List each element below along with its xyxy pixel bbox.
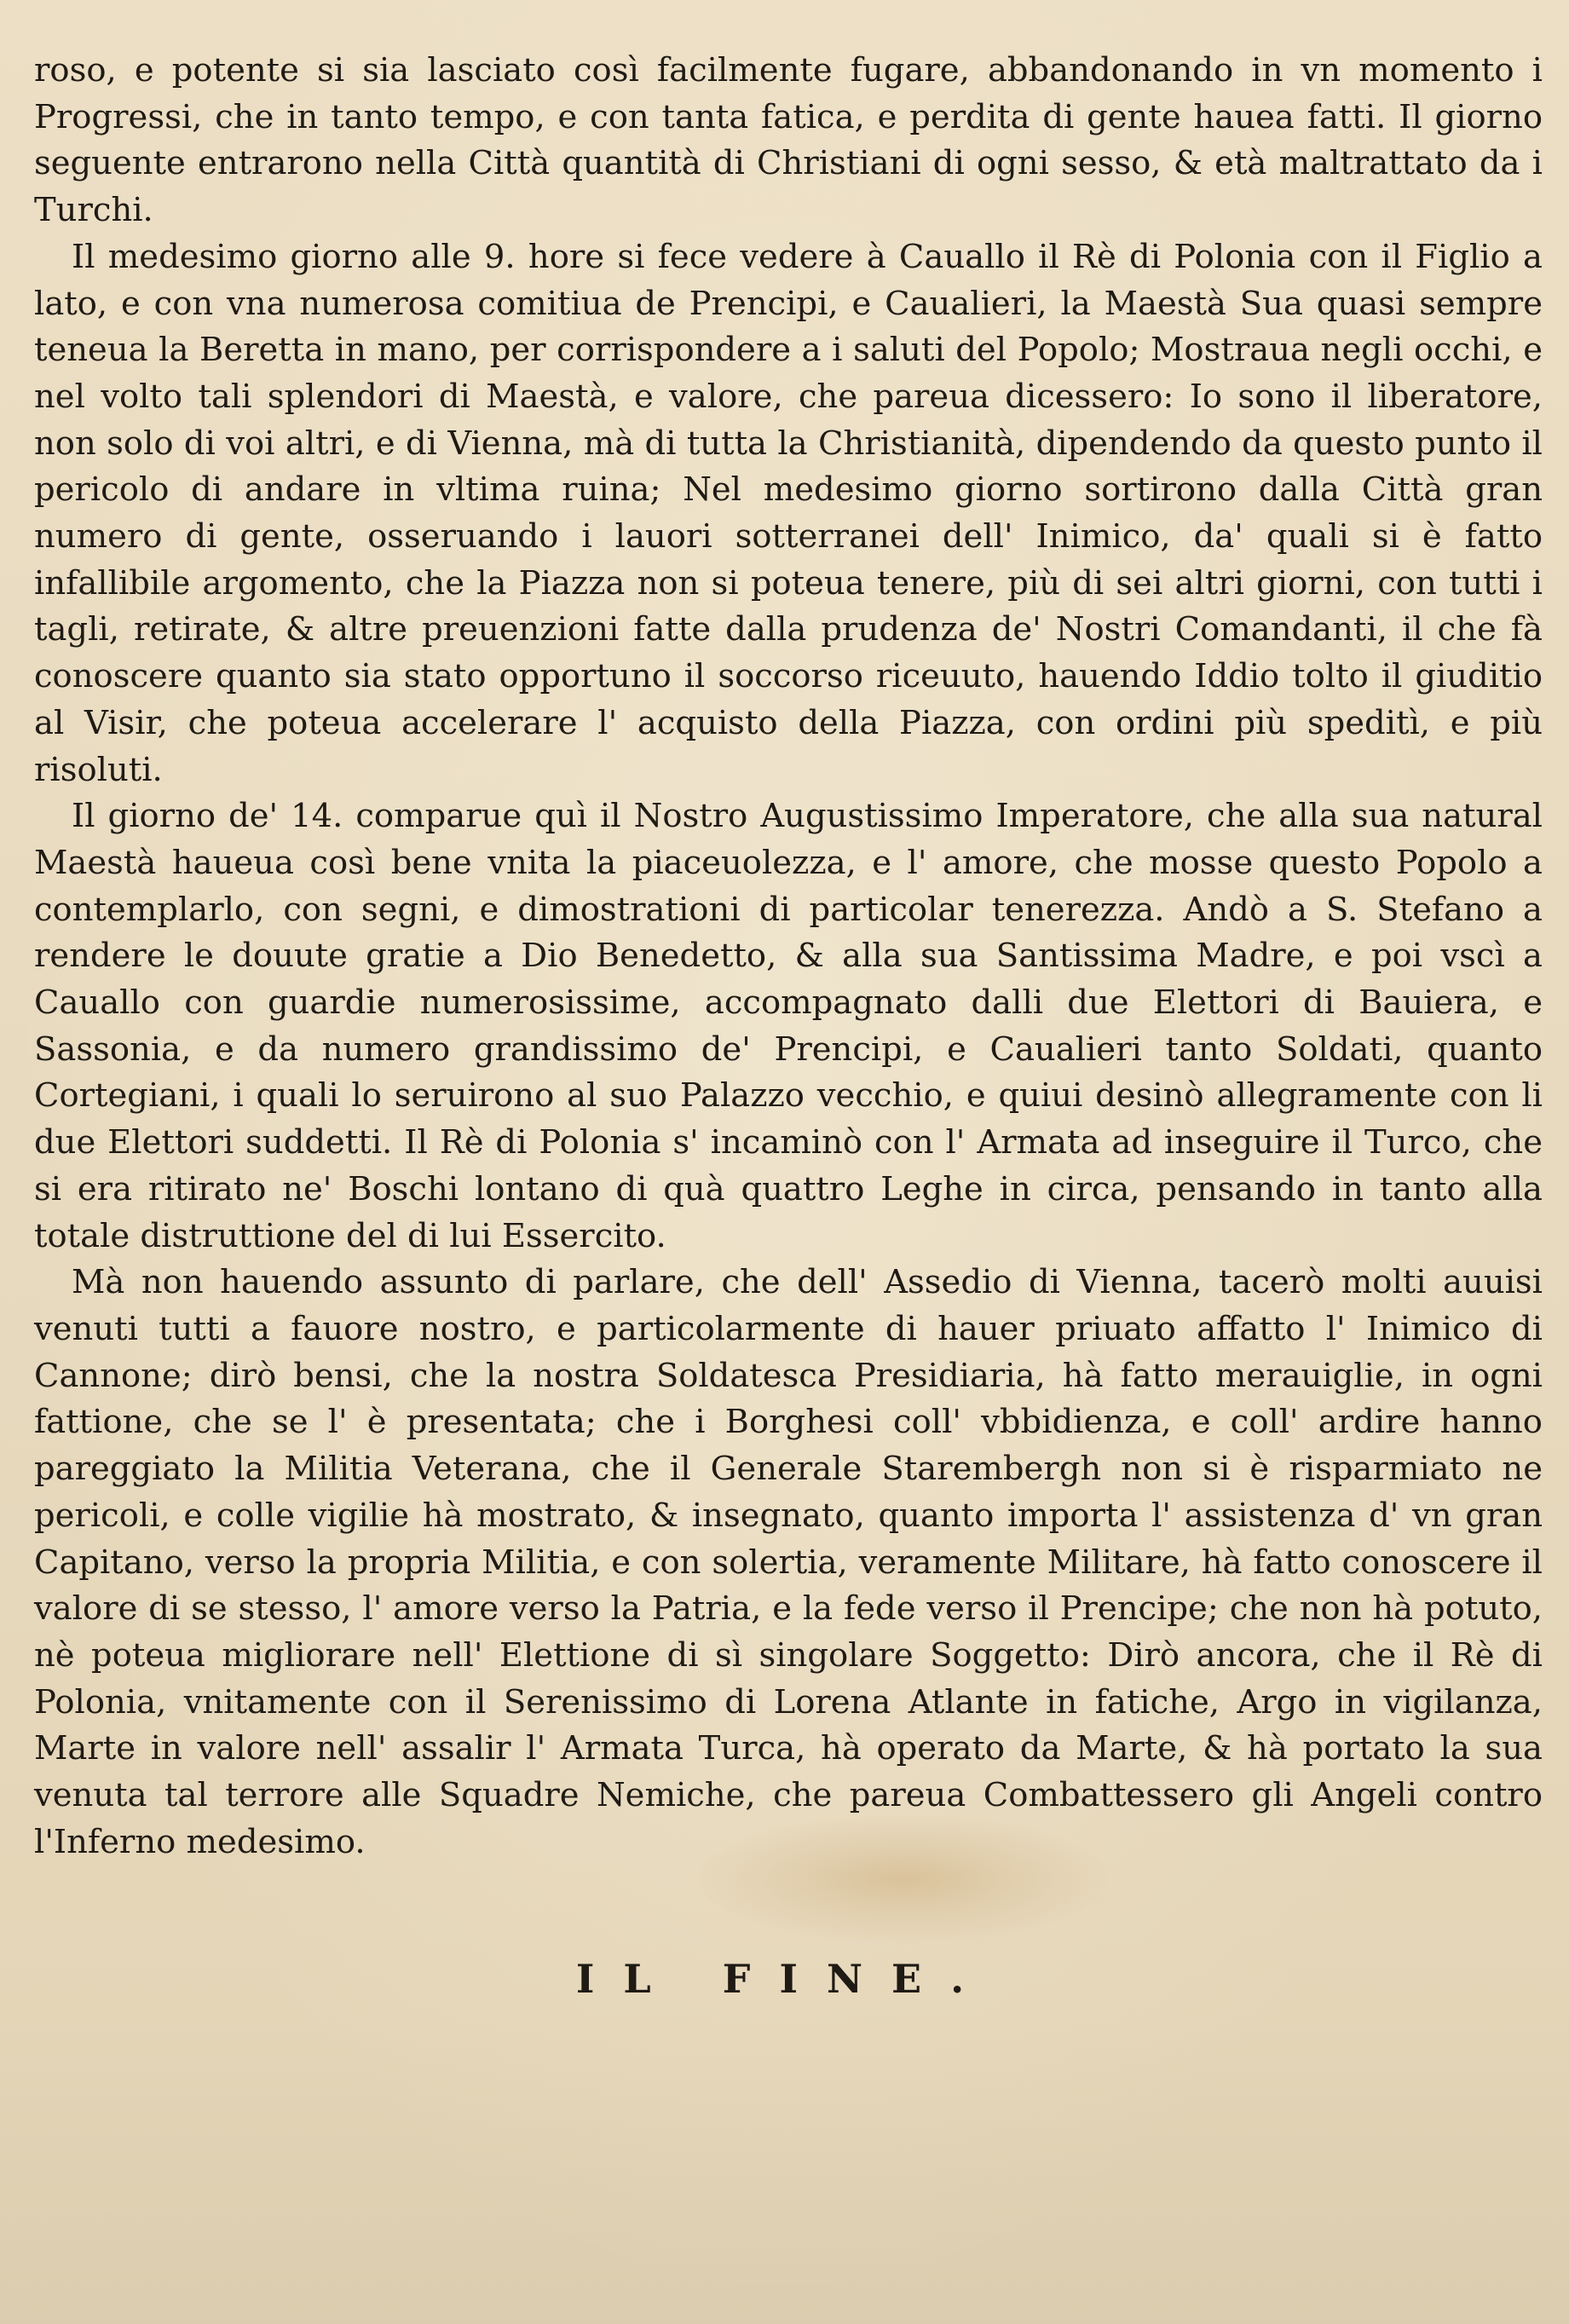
paragraph-1: roso, e potente si sia lasciato così facilmente fugare, abbandonando in vn momento i Progressi, che in tanto tempo, e con tanta fatica, e perdita di gente hauea fatti. Il giorno seguente entrarono nella Città quantità di Christiani di ogni sesso, & età maltrattato da i Turchi. xyxy=(34,51,1543,230)
paragraph-4: Mà non hauendo assunto di parlare, che dell' Assedio di Vienna, tacerò molti auuisi venuti tutti a fauore nostro, e particolarmente di hauer priuato affatto l' Inimico di Cannone; dirò bensi, che la nostra Soldatesca Presidiaria, hà fatto merauiglie, in ogni fattione, che se l' è presentata; che i Borghesi coll' vbbidienza, e coll' ardire hanno pareggiato la Militia Veterana, che il Generale Starembergh non si è risparmiato ne pericoli, e colle vigilie hà mostrato, & insegnato, quanto importa l' assistenza d' vn gran Capitano, verso la propria Militia, e con solertia, veramente Militare, hà fatto conoscere il valore di se stesso, l' amore verso la Patria, e la fede verso il Prencipe; che non hà potuto, nè poteua migliorare nell' Elettione di sì singolare Soggetto: Dirò ancora, che il Rè di Polonia, vnitamente con il Serenissimo di Lorena Atlante in fatiche, Argo in vigilanza, Marte in valore nell' assalir l' Armata Turca, hà operato da Marte, & hà portato la sua venuta tal terrore alle Squadre Nemiche, che pareua Combattessero gli Angeli contro l'Inferno medesimo. xyxy=(34,1263,1543,1861)
paragraph-2: Il medesimo giorno alle 9. hore si fece vedere à Cauallo il Rè di Polonia con il Figlio a lato, e con vna numerosa comitiua de Prencipi, e Caualieri, la Maestà Sua quasi sempre teneua la Beretta in mano, per corrispondere a i saluti del Popolo; Mostraua negli occhi, e nel volto tali splendori di Maestà, e valore, che pareua dicessero: Io sono il liberatore, non solo di voi altri, e di Vienna, mà di tutta la Christianità, dipendendo da questo punto il pericolo di andare in vltima ruina; Nel medesimo giorno sortirono dalla Città gran numero di gente, osseruando i lauori sotterranei dell' Inimico, da' quali si è fatto infallibile argomento, che la Piazza non si poteua tenere, più di sei altri giorni, con tutti i tagli, retirate, & altre preuenzioni fatte dalla prudenza de' Nostri Comandanti, il che fà conoscere quanto sia stato opportuno il soccorso riceuuto, hauendo Iddio tolto il giuditio al Visir, che poteua accelerare l' acquisto della Piazza, con ordini più speditì, e più risoluti. xyxy=(34,237,1543,789)
body-text xyxy=(34,48,1543,1866)
show-through-bleed xyxy=(0,2011,1569,2324)
paragraph-3: Il giorno de' 14. comparue quì il Nostro Augustissimo Imperatore, che alla sua natural Maestà haueua così bene vnita la piaceuolezza, e l' amore, che mosse questo Popolo a contemplarlo, con segni, e dimostrationi di particolar tenerezza. Andò a S. Stefano a rendere le douute gratie a Dio Benedetto, & alla sua Santissima Madre, e poi vscì a Cauallo con guardie numerosissime, accompagnato dalli due Elettori di Bauiera, e Sassonia, e da numero grandissimo de' Prencipi, e Caualieri tanto Soldati, quanto Cortegiani, i quali lo seruirono al suo Palazzo vecchio, e quiui desinò allegramente con li due Elettori suddetti. Il Rè di Polonia s' incaminò con l' Armata ad inseguire il Turco, che si era ritirato ne' Boschi lontano di quà quattro Leghe in circa, pensando in tanto alla totale distruttione del di lui Essercito. xyxy=(34,797,1543,1255)
closing-line: IL FINE. xyxy=(575,1956,994,2002)
